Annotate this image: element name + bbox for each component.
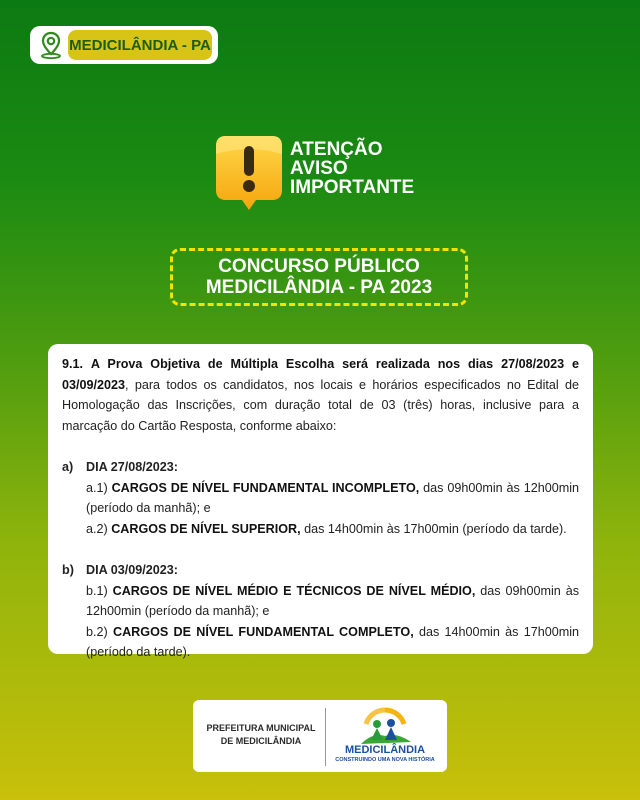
prefeitura-name	[203, 722, 319, 748]
logo-name: MEDICILÂNDIA	[344, 744, 426, 756]
item-time: das 14h00min às 17h00min (período da tarde).	[86, 624, 580, 660]
intro-rest: , para todos os candidatos, nos locais e horários especificados no Edital de Homologação das Inscrições, com duração total de 03 (três) horas, inclusive para a marcação do Cartão Resposta, conforme abaixo:	[62, 377, 579, 433]
alert-line-3: IMPORTANTE	[290, 177, 415, 198]
logo-tagline: CONSTRUINDO UMA NOVA HISTÓRIA	[335, 757, 435, 763]
section-title: DIA 27/08/2023:	[86, 459, 178, 474]
org-line-2: DE MEDICILÂNDIA	[220, 736, 302, 746]
map-pin-icon	[36, 30, 66, 60]
item-role: CARGOS DE NÍVEL MÉDIO E TÉCNICOS DE NÍVEL MÉDIO,	[112, 583, 476, 598]
schedule-item	[62, 519, 579, 540]
item-prefix: b.1)	[86, 583, 108, 598]
schedule-item	[62, 622, 579, 663]
item-prefix: a.1)	[86, 480, 108, 495]
intro-bold: A Prova Objetiva de Múltipla Escolha será realizada nos dias 27/08/2023 e 03/09/2023	[62, 357, 579, 392]
item-time: das 09h00min às 12h00min (período da manhã); e	[86, 583, 579, 619]
contest-banner	[170, 248, 468, 306]
banner-line-2: MEDICILÂNDIA - PA 2023	[205, 277, 433, 298]
location-pill	[30, 26, 218, 64]
item-role: CARGOS DE NÍVEL SUPERIOR,	[111, 521, 301, 536]
alert-line-1: ATENÇÃO	[290, 139, 383, 160]
location-label: MEDICILÂNDIA - PA	[68, 30, 212, 60]
banner-line-1: CONCURSO PÚBLICO	[218, 256, 420, 277]
item-prefix: a.2)	[86, 521, 108, 536]
section-mark: a)	[62, 459, 74, 474]
intro-number: 9.1.	[62, 357, 84, 371]
notice-intro	[62, 354, 579, 436]
item-role: CARGOS DE NÍVEL FUNDAMENTAL INCOMPLETO,	[111, 480, 420, 495]
section-heading	[62, 457, 579, 478]
notice-card	[48, 344, 593, 660]
section-mark: b)	[62, 562, 74, 577]
org-line-1: PREFEITURA MUNICIPAL	[206, 723, 316, 733]
alert-line-2: AVISO	[290, 158, 348, 179]
item-time: das 09h00min às 12h00min (período da manhã); e	[86, 480, 580, 516]
schedule-item	[62, 478, 579, 519]
item-time: das 14h00min às 17h00min (período da tarde).	[300, 521, 567, 536]
schedule-section-b	[62, 560, 579, 663]
footer-divider	[325, 708, 326, 766]
alert-heading	[290, 140, 414, 197]
footer-logo-card	[193, 700, 447, 772]
schedule-section-a	[62, 457, 579, 539]
item-prefix: b.2)	[86, 624, 108, 639]
schedule-item	[62, 581, 579, 622]
section-heading	[62, 560, 579, 581]
exclamation-alert-icon	[214, 134, 284, 212]
section-title: DIA 03/09/2023:	[86, 562, 178, 577]
item-role: CARGOS DE NÍVEL FUNDAMENTAL COMPLETO,	[112, 624, 414, 639]
